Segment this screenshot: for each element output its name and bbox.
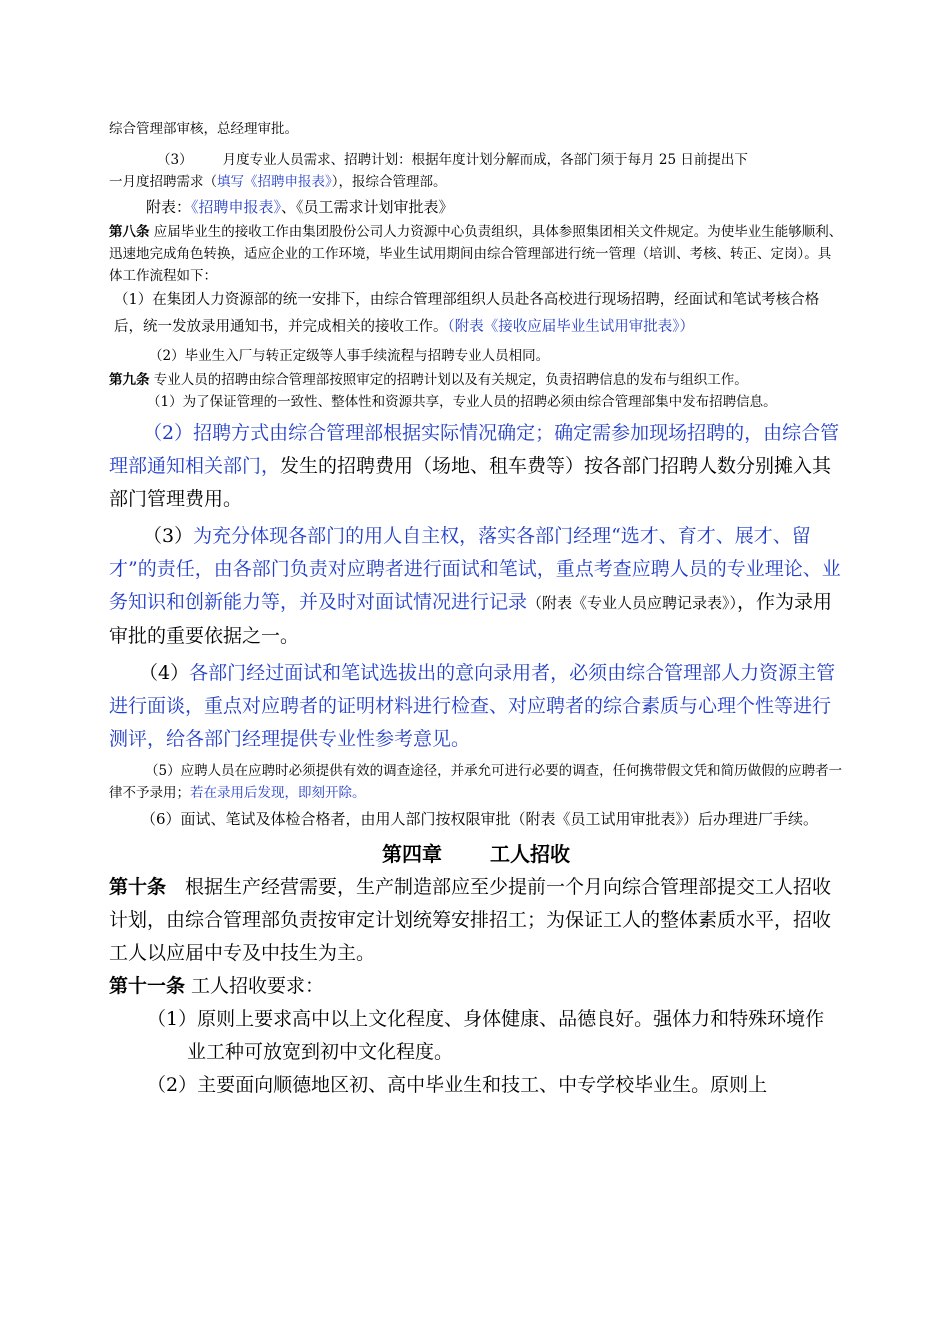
text-line: 各部门经过面试和笔试选拔出的意向录用者，必须由综合管理部人力资源主管进行面谈，重点对应聘者的证明材料进行检查、对应聘者的综合素质与心理个性等进行测评，给各部门经理提供专业性参考意见。 xyxy=(109,662,836,750)
article-9 xyxy=(109,369,843,391)
text-line: （1）为了保证管理的一致性、整体性和资源共享，专业人员的招聘必须由综合管理部集中发布招聘信息。 xyxy=(147,394,777,410)
article-9-item-3 xyxy=(109,520,843,653)
article-10 xyxy=(109,871,843,970)
text-line: 月度专业人员需求、招聘计划：根据年度计划分解而成，各部门须于每月 25 日前提出下 xyxy=(222,152,748,168)
chapter-heading xyxy=(109,839,843,869)
form-reference: （附表《专业人员应聘记录表》） xyxy=(527,594,738,612)
article-11-item-1 xyxy=(109,1003,843,1069)
text-line: 综合管理部审核，总经理审批。 xyxy=(109,121,298,137)
paragraph-monthly-plan xyxy=(109,149,843,171)
form-reference: （附表《接收应届毕业生试用审批表》） xyxy=(447,319,694,335)
paragraph-monthly-plan-cont xyxy=(109,171,843,193)
text-line: （1）在集团人力资源部的统一安排下，由综合管理部组织人员赴各高校进行现场招聘，经面试和笔试考核合格后，统一发放录用通知书，并完成相关的接收工作。 xyxy=(114,292,820,335)
article-title: 第九条 xyxy=(109,372,150,388)
article-title: 第八条 xyxy=(109,224,150,240)
text-line: 发生的招聘费用（场地、租车费等）按各部门招聘人数分别摊入其部门管理费用。 xyxy=(109,455,832,510)
article-text: 根据生产经营需要，生产制造部应至少提前一个月向综合管理部提交工人招收计划，由综合管理部负责按审定计划统筹安排招工；为保证工人的整体素质水平，招收工人以应届中专及中技生为主。 xyxy=(109,876,832,964)
article-9-item-6 xyxy=(109,807,843,831)
article-8-item-2 xyxy=(109,345,843,367)
article-8-item-1 xyxy=(109,287,843,341)
chapter-number: 第四章 xyxy=(382,842,442,866)
form-reference: 、《员工需求计划审批表》 xyxy=(281,198,454,216)
item-number: （3） xyxy=(143,525,194,547)
article-text: 专业人员的招聘由综合管理部按照审定的招聘计划以及有关规定，负责招聘信息的发布与组织工作。 xyxy=(149,372,748,388)
chapter-title: 工人招收 xyxy=(490,842,570,866)
article-9-item-5 xyxy=(109,760,843,804)
text-line: （2）主要面向顺德地区初、高中毕业生和技工、中专学校毕业生。原则上 xyxy=(147,1074,768,1096)
text-line: ，作为录用审批的重要依据之一。 xyxy=(109,591,833,647)
article-11-item-2 xyxy=(109,1069,843,1102)
article-text: 工人招收要求： xyxy=(185,975,325,997)
text-line: （6）面试、笔试及体检合格者，由用人部门按权限审批（附表《员工试用审批表》）后办理进厂手续。 xyxy=(141,810,819,828)
form-reference: 《招聘申报表》 xyxy=(191,198,282,216)
text-line: 一月度招聘需求（ xyxy=(109,174,217,190)
text-line: 为充分体现各部门的用人自主权，落实各部门经理“选才、育才、展才、留才”的责任，由各部门负责对应聘者进行面试和笔试，重点考查应聘人员的专业理论、业务知识和创新能力等，并及时对面试情况进行记录 xyxy=(109,525,841,613)
article-8 xyxy=(109,221,843,287)
paragraph-approval xyxy=(109,118,843,140)
article-title: 第十条 xyxy=(109,876,167,898)
text-line: 附表： xyxy=(146,198,192,216)
text-line: （2）招聘方式由综合管理部根据实际情况确定；确定需参加现场招聘的，由综合管理部通知相关部门， xyxy=(109,422,840,477)
article-text: 应届毕业生的接收工作由集团股份公司人力资源中心负责组织，具体参照集团相关文件规定。为使毕业生能够顺利、迅速地完成角色转换，适应企业的工作环境，毕业生试用期间由综合管理部进行统一管理（培训、考核、转正、定岗）。具体工作流程如下： xyxy=(109,224,843,284)
text-line: （1）原则上要求高中以上文化程度、身体健康、品德良好。强体力和特殊环境作业工种可放宽到初中文化程度。 xyxy=(147,1008,825,1063)
article-9-item-2 xyxy=(109,417,843,516)
article-9-item-1 xyxy=(109,391,843,413)
article-9-item-4 xyxy=(109,657,843,756)
article-11 xyxy=(109,970,843,1003)
item-number: （4） xyxy=(139,662,190,684)
paragraph-attachments xyxy=(109,195,843,219)
text-line: ），报综合管理部。 xyxy=(331,174,447,190)
text-line: （2）毕业生入厂与转正定级等人事手续流程与招聘专业人员相同。 xyxy=(149,348,550,364)
article-title: 第十一条 xyxy=(109,975,186,997)
text-line: （5）应聘人员在应聘时必须提供有效的调查途径，并承允可进行必要的调查，任何携带假文凭和简历做假的应聘者一律不予录用； xyxy=(109,763,843,801)
text-line: 若在录用后发现，即刻开除。 xyxy=(190,785,366,801)
form-reference: 填写《招聘申报表》 xyxy=(217,174,332,190)
item-number: （3） xyxy=(157,152,193,168)
document-page xyxy=(109,118,843,1102)
